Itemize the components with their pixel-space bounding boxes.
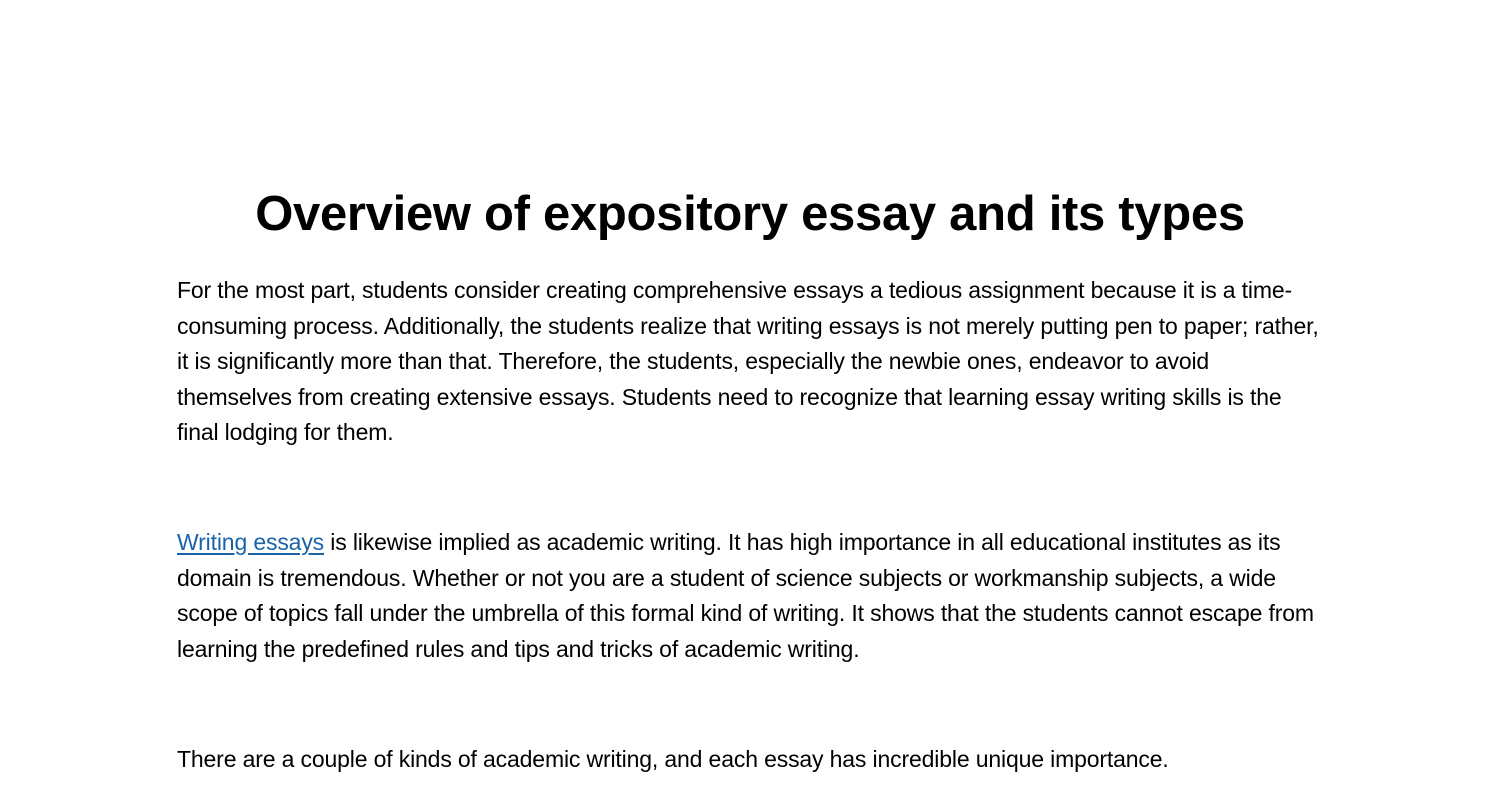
- writing-essays-link[interactable]: Writing essays: [177, 529, 325, 555]
- paragraph-academic-writing: [177, 525, 1327, 667]
- paragraph-kinds-text: There are a couple of kinds of academic writing, and each essay has incredible unique importance.: [177, 746, 1169, 772]
- paragraph-academic-writing-text: is likewise implied as academic writing. It has high importance in all educational institutes as its domain is tremendous. Whether or not you are a student of science subjects or workmanship subjects, a wide scope of topics fall under the umbrella of this formal kind of writing. It shows that the students cannot escape from learning the predefined rules and tips and tricks of academic writing.: [177, 529, 1314, 662]
- paragraph-intro-text: For the most part, students consider creating comprehensive essays a tedious assignment because it is a time-consuming process. Additionally, the students realize that writing essays is not merely putting pen to paper; rather, it is significantly more than that. Therefore, the students, especially the newbie ones, endeavor to avoid themselves from creating extensive essays. Students need to recognize that learning essay writing skills is the final lodging for them.: [177, 277, 1319, 445]
- page-title: Overview of expository essay and its types: [255, 187, 1245, 241]
- paragraph-kinds: [177, 742, 1327, 778]
- paragraph-intro: [177, 273, 1327, 451]
